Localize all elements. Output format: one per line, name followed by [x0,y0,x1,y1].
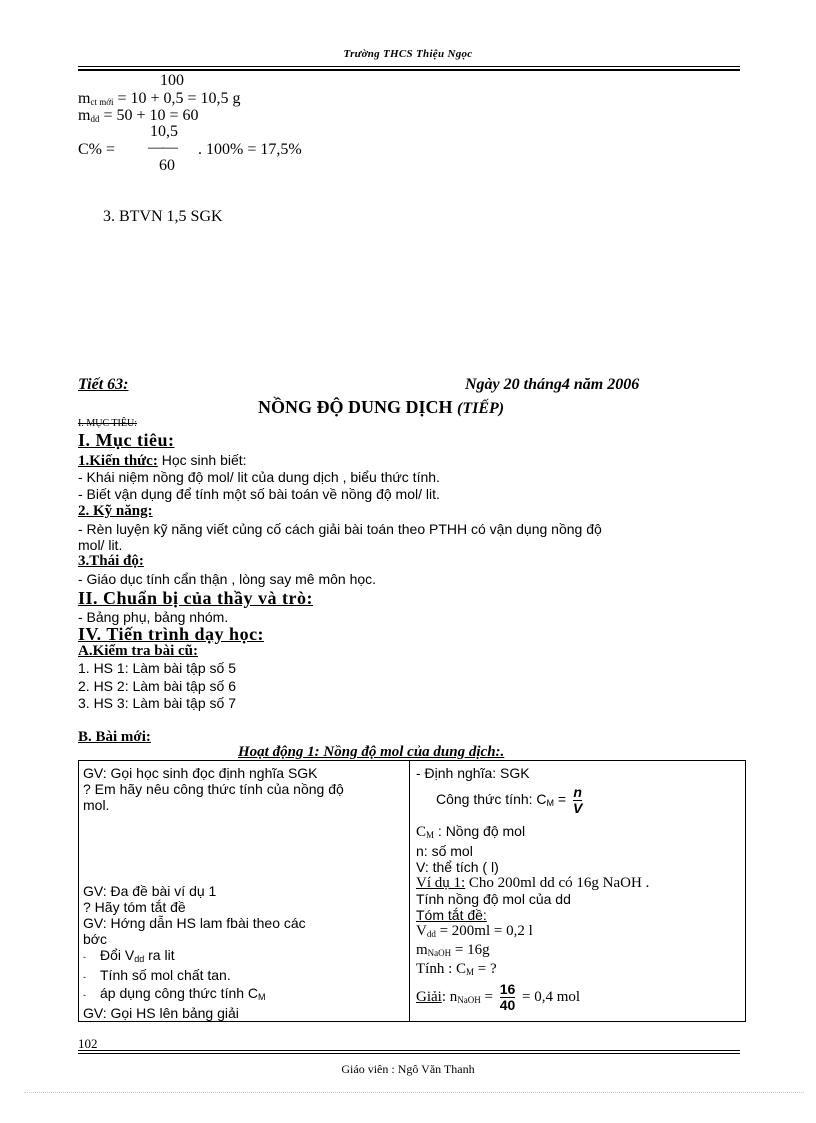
right-line: n: số mol [416,843,473,859]
left-line: GV: Đa đề bài ví dụ 1 [83,883,217,899]
footer-rule-thick [78,1050,740,1051]
attitude-heading: 3.Thái độ: [78,553,144,569]
left-step: - Tính số mol chất tan. [83,967,231,983]
lesson-title: NỒNG ĐỘ DUNG DỊCH (TIẾP) [258,397,505,417]
left-line: GV: Hớng dẫn HS lam fbài theo các [83,915,306,931]
activity-table [78,760,746,1022]
left-line: GV: Gọi học sinh đọc định nghĩa SGK [83,765,318,781]
page-bottom-dots [24,1092,804,1093]
definition-line: - Định nghĩa: SGK [416,765,530,781]
teacher-name: Giáo viên : Ngô Văn Thanh [341,1062,475,1076]
solution-fraction: $\frac{16}{40}$ [499,981,516,1013]
check-1: 1. HS 1: Làm bài tập số 5 [78,660,236,676]
summary-heading: Tóm tắt đề: [416,907,487,923]
skills-1a: - Rèn luyện kỹ năng viết củng cố cách giải bài toán theo PTHH có vận dụng nồng độ [78,521,602,537]
homework-line: 3. BTVN 1,5 SGK [103,208,223,225]
struck-heading: I. MỤC TIÊU: [78,418,137,429]
attitude-1: - Giáo dục tính cẩn thận , lòng say mê môn học. [78,571,377,587]
right-line: $m_{NaOH} = 16g$ [416,942,490,958]
formula-fraction: $\frac{n}{V}$ [573,784,583,816]
header-rule-thick [78,69,740,71]
right-line: Tính nồng độ mol của dd [416,891,571,907]
knowledge-line: 1.Kiến thức: Học sinh biết: [78,452,247,469]
new-heading: B. Bài mới: [78,729,151,745]
prep-heading: II. Chuẩn bị của thầy và trò: [78,588,314,608]
school-header: Trường THCS Thiệu Ngọc [343,48,473,60]
right-line: $V_{dd} = 200ml = 0,2$ l [416,923,533,939]
calc-mdd: $m_{dd} = 50 + 10 = 60$ [78,107,199,124]
solution-line: Giải: $n_{NaOH}$ = $\frac{16}{40}$ = 0,4 mol [416,981,581,1013]
knowledge-1: - Khái niệm nồng độ mol/ lit của dung dịch , biểu thức tính. [78,469,440,485]
teacher-column [79,761,410,1022]
right-line: $C_M$ : Nồng độ mol [416,823,526,840]
calc-numerator: 100 [160,72,184,89]
formula-line: Công thức tính: $C_M$ = $\frac{n}{V}$ [436,784,583,816]
check-heading: A.Kiểm tra bài cũ: [78,643,198,659]
example-line: Ví dụ 1: Cho 200ml dd có 16g NaOH . [416,875,650,891]
check-3: 3. HS 3: Làm bài tập số 7 [78,695,236,711]
left-line: mol. [83,797,110,813]
page-number: 102 [78,1036,98,1051]
skills-1b: mol/ lit. [78,537,123,553]
calc-c-tail: . 100% = 17,5% [198,141,302,158]
check-2: 2. HS 2: Làm bài tập số 6 [78,678,236,694]
left-line: ? Em hãy nêu công thức tính của nồng độ [83,781,344,797]
knowledge-2: - Biết vận dụng để tính một số bài toán về nồng độ mol/ lit. [78,486,440,502]
header-rule-thin [78,66,740,67]
process-heading: IV. Tiến trình dạy học: [78,624,265,644]
lesson-date: Ngày 20 tháng4 năm 2006 [465,376,640,393]
right-line: V: thể tích ( l) [416,859,499,875]
right-line: Tính : $C_M$ = ? [416,961,497,977]
calc-c-label: C% = [78,141,116,158]
left-step: - áp dụng công thức tính $C_M$ [83,985,266,1002]
calc-frac-num: 10,5 [150,123,178,140]
table-row [79,761,746,1022]
activity-heading: Hoạt động 1: Nồng độ mol của dung dịch:. [238,744,505,760]
prep-1: - Bảng phụ, bảng nhóm. [78,609,229,625]
calc-frac-line: —— [148,139,176,156]
calc-frac-den: 60 [159,157,175,174]
skills-heading: 2. Kỹ năng: [78,503,153,519]
left-line: GV: Gọi HS lên bảng giải [83,1005,239,1021]
left-line: bớc [83,931,107,947]
calc-mct: $m_{ct mới} = 10 + 0,5 = 10,5$ g [78,90,241,107]
left-line: ? Hãy tóm tắt đề [83,899,186,915]
footer-rule-thin [78,1053,740,1054]
student-column [410,761,746,1022]
left-step: - Đổi $V_{dd}$ ra lit [83,947,175,964]
objectives-heading: I. Mục tiêu: [78,430,175,450]
lesson-period: Tiết 63: [78,376,129,393]
